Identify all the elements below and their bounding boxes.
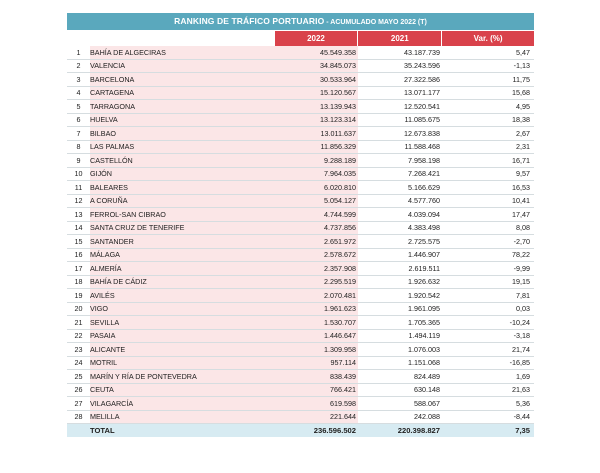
row-variation: 1,69 bbox=[442, 370, 534, 384]
table-row bbox=[67, 397, 534, 411]
table-row bbox=[67, 302, 534, 316]
row-rank: 11 bbox=[67, 181, 90, 195]
row-rank: 3 bbox=[67, 73, 90, 87]
row-rank: 9 bbox=[67, 154, 90, 168]
row-variation: 18,38 bbox=[442, 113, 534, 127]
row-port-name: MARÍN Y RÍA DE PONTEVEDRA bbox=[90, 370, 274, 384]
table-row bbox=[67, 248, 534, 262]
row-rank: 13 bbox=[67, 208, 90, 222]
row-port-name: BAHÍA DE ALGECIRAS bbox=[90, 46, 274, 59]
row-value-2022: 11.856.329 bbox=[274, 140, 358, 154]
row-rank: 18 bbox=[67, 275, 90, 289]
header-2022[interactable]: 2022 bbox=[275, 31, 358, 46]
row-value-2021: 1.151.068 bbox=[358, 356, 442, 370]
table-row bbox=[67, 154, 534, 168]
row-rank: 17 bbox=[67, 262, 90, 276]
row-value-2021: 1.920.542 bbox=[358, 289, 442, 303]
row-rank: 7 bbox=[67, 127, 90, 141]
row-port-name: CEUTA bbox=[90, 383, 274, 397]
row-value-2022: 13.123.314 bbox=[274, 113, 358, 127]
row-rank: 26 bbox=[67, 383, 90, 397]
row-rank: 8 bbox=[67, 140, 90, 154]
table-row bbox=[67, 140, 534, 154]
table-row bbox=[67, 194, 534, 208]
row-value-2021: 2.725.575 bbox=[358, 235, 442, 249]
row-variation: 2,67 bbox=[442, 127, 534, 141]
row-value-2022: 221.644 bbox=[274, 410, 358, 424]
row-value-2021: 1.446.907 bbox=[358, 248, 442, 262]
row-value-2022: 2.295.519 bbox=[274, 275, 358, 289]
row-value-2022: 619.598 bbox=[274, 397, 358, 411]
ranking-table-body bbox=[67, 46, 534, 437]
row-value-2022: 2.578.672 bbox=[274, 248, 358, 262]
row-rank: 4 bbox=[67, 86, 90, 100]
total-label: TOTAL bbox=[90, 424, 274, 438]
row-value-2021: 11.588.468 bbox=[358, 140, 442, 154]
table-row bbox=[67, 235, 534, 249]
row-rank: 10 bbox=[67, 167, 90, 181]
row-value-2022: 838.439 bbox=[274, 370, 358, 384]
row-value-2022: 1.961.623 bbox=[274, 302, 358, 316]
row-value-2021: 1.926.632 bbox=[358, 275, 442, 289]
table-row bbox=[67, 86, 534, 100]
ranking-table-container bbox=[67, 13, 534, 437]
row-variation: 17,47 bbox=[442, 208, 534, 222]
table-row bbox=[67, 167, 534, 181]
row-value-2022: 1.446.647 bbox=[274, 329, 358, 343]
row-variation: -8,44 bbox=[442, 410, 534, 424]
row-port-name: MÁLAGA bbox=[90, 248, 274, 262]
table-row bbox=[67, 410, 534, 424]
row-port-name: VIGO bbox=[90, 302, 274, 316]
row-value-2021: 4.039.094 bbox=[358, 208, 442, 222]
row-variation: -9,99 bbox=[442, 262, 534, 276]
table-row bbox=[67, 100, 534, 114]
table-row bbox=[67, 113, 534, 127]
table-subtitle: - ACUMULADO MAYO 2022 (T) bbox=[324, 19, 427, 26]
row-value-2022: 15.120.567 bbox=[274, 86, 358, 100]
row-value-2021: 630.148 bbox=[358, 383, 442, 397]
row-variation: 19,15 bbox=[442, 275, 534, 289]
total-rank-cell bbox=[67, 424, 90, 438]
row-value-2021: 13.071.177 bbox=[358, 86, 442, 100]
row-value-2022: 766.421 bbox=[274, 383, 358, 397]
row-port-name: BILBAO bbox=[90, 127, 274, 141]
row-value-2021: 12.673.838 bbox=[358, 127, 442, 141]
row-value-2021: 1.076.003 bbox=[358, 343, 442, 357]
row-variation: 0,03 bbox=[442, 302, 534, 316]
row-variation: 2,31 bbox=[442, 140, 534, 154]
row-value-2022: 13.139.943 bbox=[274, 100, 358, 114]
row-rank: 16 bbox=[67, 248, 90, 262]
row-rank: 21 bbox=[67, 316, 90, 330]
header-blank-cell bbox=[67, 31, 274, 46]
row-value-2021: 824.489 bbox=[358, 370, 442, 384]
row-rank: 12 bbox=[67, 194, 90, 208]
row-value-2021: 11.085.675 bbox=[358, 113, 442, 127]
table-row bbox=[67, 383, 534, 397]
row-value-2021: 1.961.095 bbox=[358, 302, 442, 316]
row-value-2021: 4.577.760 bbox=[358, 194, 442, 208]
row-port-name: ALICANTE bbox=[90, 343, 274, 357]
row-port-name: AVILÉS bbox=[90, 289, 274, 303]
row-port-name: MOTRIL bbox=[90, 356, 274, 370]
row-port-name: SANTANDER bbox=[90, 235, 274, 249]
row-port-name: CARTAGENA bbox=[90, 86, 274, 100]
row-value-2021: 35.243.596 bbox=[358, 59, 442, 73]
row-rank: 20 bbox=[67, 302, 90, 316]
row-variation: 4,95 bbox=[442, 100, 534, 114]
header-var[interactable]: Var. (%) bbox=[442, 31, 534, 46]
row-variation: 7,81 bbox=[442, 289, 534, 303]
row-port-name: LAS PALMAS bbox=[90, 140, 274, 154]
total-value-2022: 236.596.502 bbox=[274, 424, 358, 438]
row-variation: 78,22 bbox=[442, 248, 534, 262]
row-port-name: CASTELLÓN bbox=[90, 154, 274, 168]
row-port-name: MELILLA bbox=[90, 410, 274, 424]
row-variation: 5,36 bbox=[442, 397, 534, 411]
row-variation: -16,85 bbox=[442, 356, 534, 370]
row-value-2022: 2.651.972 bbox=[274, 235, 358, 249]
row-port-name: SEVILLA bbox=[90, 316, 274, 330]
row-value-2022: 13.011.637 bbox=[274, 127, 358, 141]
row-rank: 22 bbox=[67, 329, 90, 343]
row-rank: 23 bbox=[67, 343, 90, 357]
row-value-2021: 27.322.586 bbox=[358, 73, 442, 87]
row-value-2021: 1.705.365 bbox=[358, 316, 442, 330]
row-value-2022: 7.964.035 bbox=[274, 167, 358, 181]
row-port-name: SANTA CRUZ DE TENERIFE bbox=[90, 221, 274, 235]
row-value-2022: 34.845.073 bbox=[274, 59, 358, 73]
row-value-2022: 1.309.958 bbox=[274, 343, 358, 357]
row-variation: -2,70 bbox=[442, 235, 534, 249]
table-row bbox=[67, 221, 534, 235]
row-value-2022: 9.288.189 bbox=[274, 154, 358, 168]
row-value-2022: 6.020.810 bbox=[274, 181, 358, 195]
row-variation: 5,47 bbox=[442, 46, 534, 59]
ranking-table bbox=[67, 46, 534, 437]
row-variation: 11,75 bbox=[442, 73, 534, 87]
row-variation: 9,57 bbox=[442, 167, 534, 181]
table-title-bar bbox=[67, 13, 534, 30]
row-rank: 27 bbox=[67, 397, 90, 411]
table-row bbox=[67, 127, 534, 141]
row-value-2022: 2.070.481 bbox=[274, 289, 358, 303]
row-variation: 10,41 bbox=[442, 194, 534, 208]
row-port-name: A CORUÑA bbox=[90, 194, 274, 208]
row-variation: 21,74 bbox=[442, 343, 534, 357]
row-rank: 25 bbox=[67, 370, 90, 384]
total-variation: 7,35 bbox=[442, 424, 534, 438]
row-value-2022: 5.054.127 bbox=[274, 194, 358, 208]
table-row bbox=[67, 73, 534, 87]
table-row bbox=[67, 208, 534, 222]
row-value-2022: 1.530.707 bbox=[274, 316, 358, 330]
row-rank: 14 bbox=[67, 221, 90, 235]
row-value-2022: 4.744.599 bbox=[274, 208, 358, 222]
row-value-2022: 957.114 bbox=[274, 356, 358, 370]
column-header-row bbox=[67, 31, 534, 46]
row-port-name: GIJÓN bbox=[90, 167, 274, 181]
row-variation: 8,08 bbox=[442, 221, 534, 235]
header-2021[interactable]: 2021 bbox=[358, 31, 441, 46]
row-value-2021: 7.268.421 bbox=[358, 167, 442, 181]
row-value-2022: 45.549.358 bbox=[274, 46, 358, 59]
row-rank: 6 bbox=[67, 113, 90, 127]
table-title: RANKING DE TRÁFICO PORTUARIO bbox=[174, 16, 325, 26]
table-row bbox=[67, 46, 534, 59]
row-value-2021: 12.520.541 bbox=[358, 100, 442, 114]
row-port-name: BAHÍA DE CÁDIZ bbox=[90, 275, 274, 289]
row-rank: 1 bbox=[67, 46, 90, 59]
row-value-2021: 43.187.739 bbox=[358, 46, 442, 59]
row-port-name: TARRAGONA bbox=[90, 100, 274, 114]
row-rank: 28 bbox=[67, 410, 90, 424]
row-rank: 24 bbox=[67, 356, 90, 370]
row-port-name: VILAGARCÍA bbox=[90, 397, 274, 411]
row-port-name: BARCELONA bbox=[90, 73, 274, 87]
row-variation: -1,13 bbox=[442, 59, 534, 73]
row-value-2021: 5.166.629 bbox=[358, 181, 442, 195]
total-value-2021: 220.398.827 bbox=[358, 424, 442, 438]
table-row bbox=[67, 316, 534, 330]
table-row bbox=[67, 59, 534, 73]
table-row bbox=[67, 343, 534, 357]
row-variation: 16,71 bbox=[442, 154, 534, 168]
total-row bbox=[67, 424, 534, 438]
row-variation: -3,18 bbox=[442, 329, 534, 343]
row-value-2021: 242.088 bbox=[358, 410, 442, 424]
row-port-name: FERROL-SAN CIBRAO bbox=[90, 208, 274, 222]
row-variation: 21,63 bbox=[442, 383, 534, 397]
table-row bbox=[67, 356, 534, 370]
table-row bbox=[67, 275, 534, 289]
table-row bbox=[67, 329, 534, 343]
table-row bbox=[67, 181, 534, 195]
row-port-name: BALEARES bbox=[90, 181, 274, 195]
row-variation: -10,24 bbox=[442, 316, 534, 330]
row-port-name: PASAIA bbox=[90, 329, 274, 343]
row-value-2022: 30.533.964 bbox=[274, 73, 358, 87]
table-row bbox=[67, 262, 534, 276]
row-value-2021: 1.494.119 bbox=[358, 329, 442, 343]
row-value-2021: 2.619.511 bbox=[358, 262, 442, 276]
table-row bbox=[67, 370, 534, 384]
row-rank: 5 bbox=[67, 100, 90, 114]
row-variation: 15,68 bbox=[442, 86, 534, 100]
row-rank: 15 bbox=[67, 235, 90, 249]
table-row bbox=[67, 289, 534, 303]
row-rank: 19 bbox=[67, 289, 90, 303]
row-variation: 16,53 bbox=[442, 181, 534, 195]
row-value-2021: 4.383.498 bbox=[358, 221, 442, 235]
row-port-name: ALMERÍA bbox=[90, 262, 274, 276]
row-value-2022: 2.357.908 bbox=[274, 262, 358, 276]
row-value-2021: 7.958.198 bbox=[358, 154, 442, 168]
row-value-2021: 588.067 bbox=[358, 397, 442, 411]
row-port-name: VALENCIA bbox=[90, 59, 274, 73]
row-rank: 2 bbox=[67, 59, 90, 73]
row-port-name: HUELVA bbox=[90, 113, 274, 127]
row-value-2022: 4.737.856 bbox=[274, 221, 358, 235]
